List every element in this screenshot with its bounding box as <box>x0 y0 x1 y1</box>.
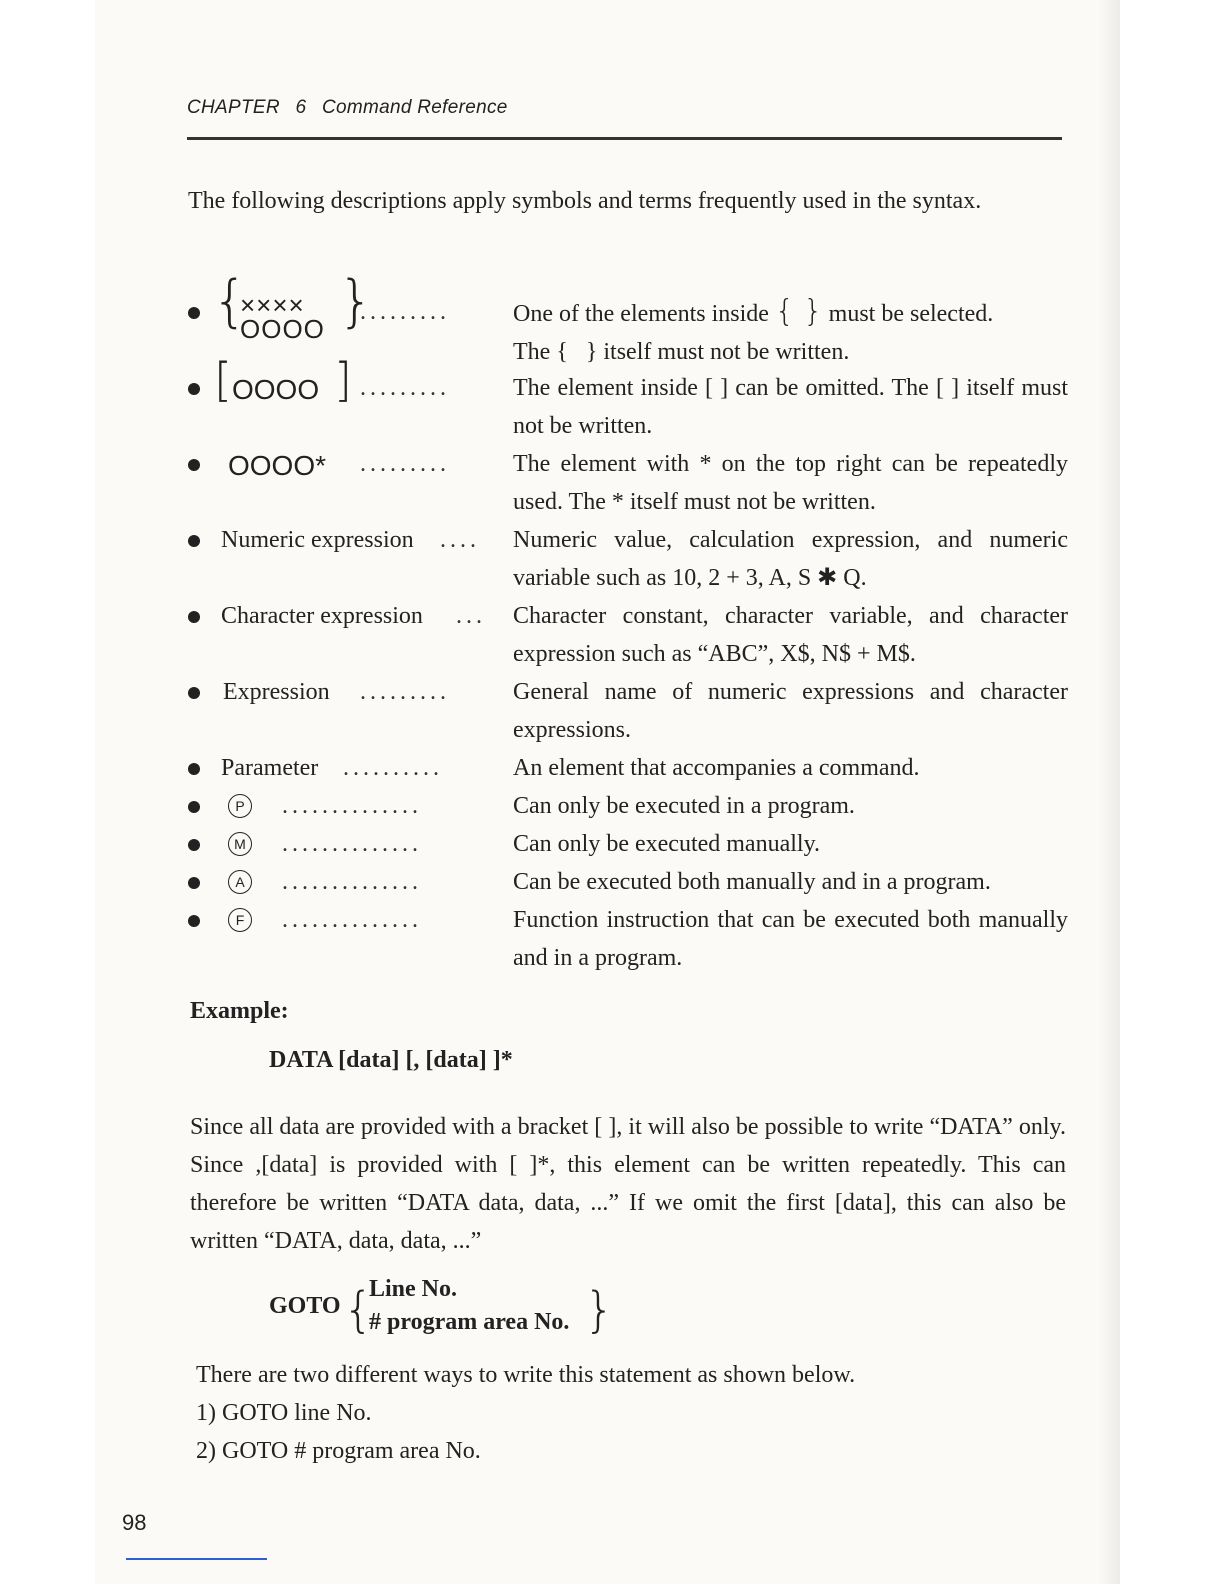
bullet <box>188 801 200 813</box>
dot-leader: ......... <box>360 679 450 705</box>
symbol-row-all <box>188 863 1068 901</box>
intro-paragraph: The following descriptions apply symbols and terms frequently used in the syntax. <box>188 188 982 214</box>
bullet <box>188 839 200 851</box>
brace-pair-small-icon: { } <box>556 339 598 365</box>
tail-item-2: 2) GOTO # program area No. <box>196 1438 481 1464</box>
symbol-description: General name of numeric expressions and character expressions. <box>513 679 1068 743</box>
dot-leader: ......... <box>360 375 450 401</box>
bullet <box>188 611 200 623</box>
symbol-description: Numeric value, calculation expression, and numeric variable such as 10, 2 + 3, A, S ✱ Q. <box>513 527 1068 591</box>
circled-a-icon <box>228 863 252 901</box>
symbol-description: The element with * on the top right can be repeatedly used. The * itself must not be written. <box>513 451 1068 515</box>
example-label: Example: <box>190 998 289 1024</box>
circle-letter: A <box>228 870 252 894</box>
right-brace-icon: } <box>584 1282 615 1338</box>
goto-option-line: Line No. <box>369 1276 458 1302</box>
term-label: Numeric expression <box>221 527 414 553</box>
page-number: 98 <box>122 1510 147 1535</box>
dot-leader: .......... <box>343 755 443 781</box>
tail-intro: There are two different ways to write this statement as shown below. <box>196 1362 856 1388</box>
symbol-description: Can only be executed manually. <box>513 831 821 857</box>
right-brace-icon: } <box>338 269 374 334</box>
dot-leader: ... <box>456 603 486 629</box>
symbol-description: An element that accompanies a command. <box>513 755 920 781</box>
bullet <box>188 383 200 395</box>
term-label: Character expression <box>221 603 423 629</box>
left-brace-icon: { <box>212 269 248 334</box>
bullet <box>188 877 200 889</box>
bullet <box>188 307 200 319</box>
term-label: Parameter <box>221 755 319 781</box>
header-rule <box>187 137 1062 140</box>
goto-keyword: GOTO <box>269 1293 341 1319</box>
running-header <box>187 97 508 119</box>
bullet <box>188 535 200 547</box>
symbol-row-repeat <box>188 445 1068 521</box>
symbol-row-brackets <box>188 353 1068 445</box>
chapter-number: 6 <box>295 97 307 118</box>
bullet <box>188 687 200 699</box>
example-explanation: Since all data are provided with a bracket [ ], it will also be possible to write “DATA” only. Since ,[data] is provided with [ ]*, this element can be written repeatedly. This can therefore be written “DATA data, data, ...” If we omit the first [data], this can also be written “DATA, data, data, ...” <box>190 1114 1066 1254</box>
repeat-term: OOOO* <box>228 450 327 481</box>
symbol-description: Can be executed both manually and in a program. <box>513 869 991 895</box>
left-bracket-icon: [ <box>214 353 232 407</box>
symbol-description: Function instruction that can be executed both manually and in a program. <box>513 907 1068 971</box>
symbol-row-expression <box>188 673 1068 749</box>
circle-letter: P <box>228 794 252 818</box>
symbol-row-manual <box>188 825 1068 863</box>
circled-f-icon <box>228 901 252 939</box>
symbol-description: Can only be executed in a program. <box>513 793 855 819</box>
example-code: DATA [data] [, [data] ]* <box>269 1047 513 1073</box>
bullet <box>188 459 200 471</box>
choice-bottom: OOOO <box>240 314 325 344</box>
dot-leader: .............. <box>282 869 422 895</box>
desc-part: One of the elements inside <box>513 301 769 327</box>
bullet <box>188 763 200 775</box>
symbol-row-braces <box>188 269 1068 369</box>
circled-p-icon <box>228 787 252 825</box>
choice-top: ×××× <box>240 290 305 320</box>
symbol-description: The element inside [ ] can be omitted. The [ ] itself must not be written. <box>513 375 1068 439</box>
symbol-row-function <box>188 901 1068 977</box>
brace-pair-icon: { } <box>774 294 823 329</box>
circle-letter: F <box>228 908 252 932</box>
desc-part: itself must not be written. <box>603 339 850 365</box>
tail-item-1: 1) GOTO line No. <box>196 1400 372 1426</box>
footer-line <box>126 1558 267 1560</box>
symbol-row-program <box>188 787 1068 825</box>
dot-leader: .... <box>440 527 480 553</box>
left-brace-icon: { <box>343 1282 374 1338</box>
right-bracket-icon: ] <box>334 353 352 407</box>
symbol-row-numeric <box>188 521 1068 597</box>
dot-leader: .............. <box>282 907 422 933</box>
brace-choice-stack <box>240 290 325 344</box>
chapter-title: Command Reference <box>321 97 508 118</box>
page-edge-shadow <box>1098 0 1120 1584</box>
dot-leader: ......... <box>360 451 450 477</box>
bullet <box>188 915 200 927</box>
desc-part: The <box>513 339 551 365</box>
chapter-label: CHAPTER <box>187 97 280 118</box>
circle-letter: M <box>228 832 252 856</box>
symbol-description: Character constant, character variable, and character expression such as “ABC”, X$, N$ + M$. <box>513 603 1068 667</box>
symbol-row-parameter <box>188 749 1068 787</box>
dot-leader: .............. <box>282 831 422 857</box>
symbol-description <box>513 293 1068 371</box>
goto-option-area: # program area No. <box>369 1309 570 1335</box>
term-label: Expression <box>223 679 330 705</box>
dot-leader: .............. <box>282 793 422 819</box>
optional-term: OOOO <box>232 374 320 405</box>
dot-leader: ......... <box>360 299 450 325</box>
desc-part: must be selected. <box>828 301 994 327</box>
circled-m-icon <box>228 825 252 863</box>
symbol-row-character <box>188 597 1068 673</box>
